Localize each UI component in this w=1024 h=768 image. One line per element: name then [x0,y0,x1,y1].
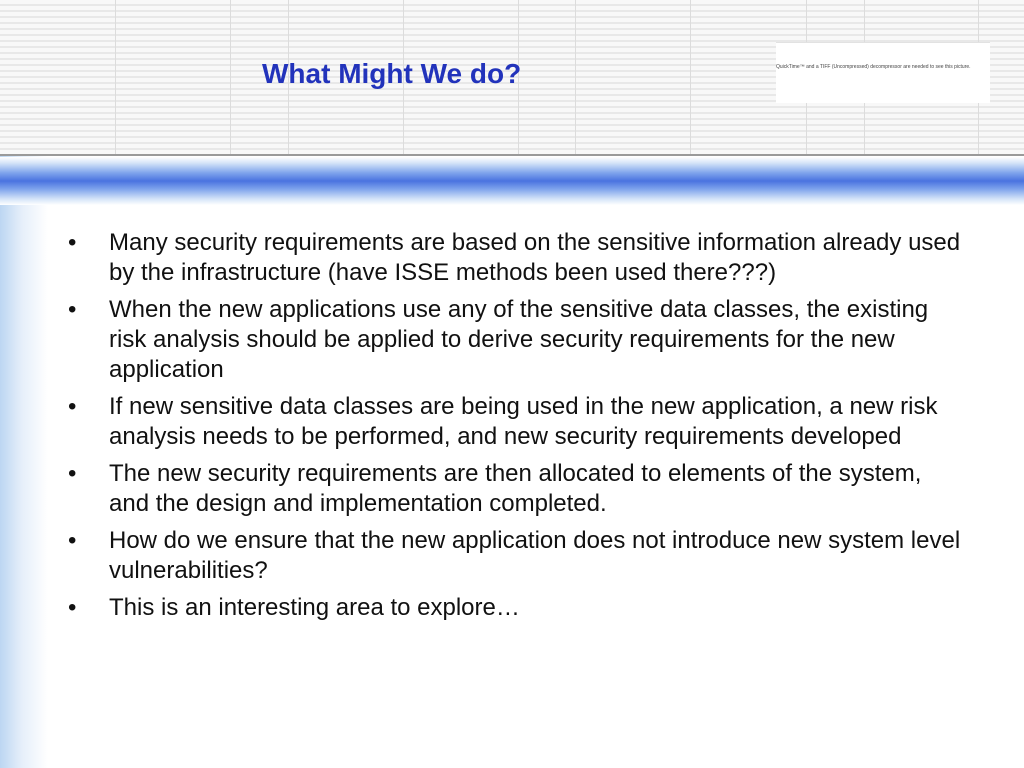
bullet-icon: • [68,527,77,554]
bullet-text: The new security requirements are then allocated to elements of the system, and the design and implementation completed. [109,460,922,517]
bullet-text: When the new applications use any of the sensitive data classes, the existing risk analysis should be applied to derive security requirements for the new application [109,296,929,383]
missing-image-placeholder [776,42,990,103]
bullet-list [68,228,968,630]
missing-image-message: QuickTime™ and a TIFF (Uncompressed) decompressor are needed to see this picture. [776,64,971,70]
header-divider [230,0,231,156]
blue-separator-band [0,157,1024,205]
bullet-icon: • [68,393,77,420]
bullet-icon: • [68,296,77,323]
slide-title: What Might We do? [262,58,522,89]
bullet-item [68,228,968,288]
bullet-item [68,526,968,586]
bullet-text: Many security requirements are based on the sensitive information already used by the infrastructure (have ISSE methods been used there???) [109,229,961,286]
header-rule [0,154,1024,156]
bullet-item [68,459,968,519]
bullet-text: How do we ensure that the new application does not introduce new system level vulnerabilities? [109,527,961,584]
bullet-icon: • [68,229,77,256]
bullet-item [68,593,968,623]
header-divider [690,0,691,156]
header-divider [575,0,576,156]
bullet-item [68,295,968,385]
bullet-icon: • [68,460,77,487]
bullet-text: If new sensitive data classes are being used in the new application, a new risk analysis needs to be performed, and new security requirements developed [109,393,938,450]
header-band [0,0,1024,156]
bullet-item [68,392,968,452]
bullet-icon: • [68,594,77,621]
header-divider [115,0,116,156]
bullet-text: This is an interesting area to explore… [109,594,520,621]
